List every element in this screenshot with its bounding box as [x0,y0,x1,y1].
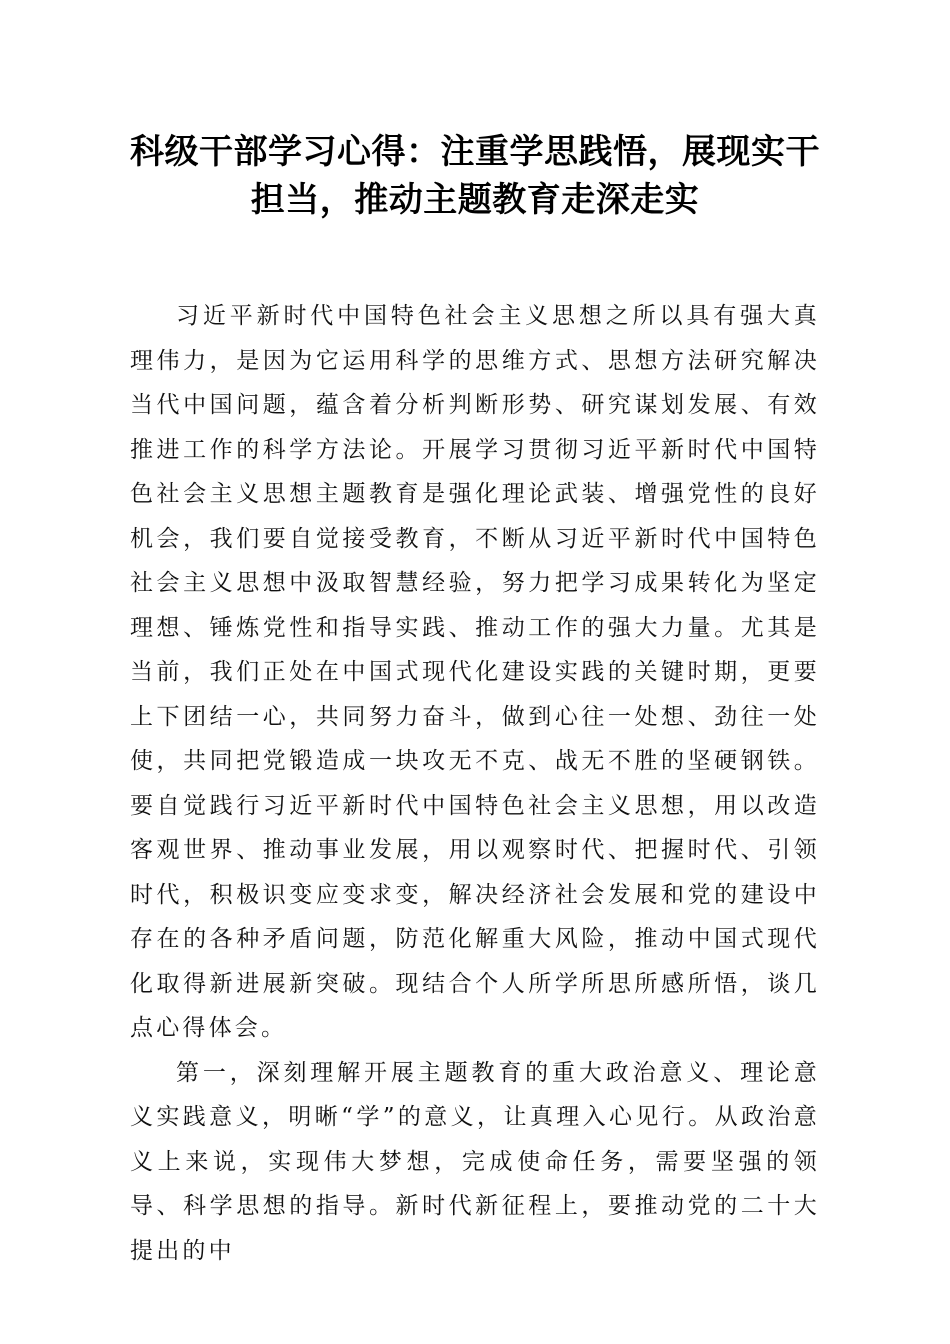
paragraph-intro: 习近平新时代中国特色社会主义思想之所以具有强大真理伟力，是因为它运用科学的思维方式、思想方法研究解决当代中国问题，蕴含着分析判断形势、研究谋划发展、有效推进工作的科学方法论。开展学习贯彻习近平新时代中国特色社会主义思想主题教育是强化理论武装、增强党性的良好机会，我们要自觉接受教育，不断从习近平新时代中国特色社会主义思想中汲取智慧经验，努力把学习成果转化为坚定理想、锤炼党性和指导实践、推动工作的强大力量。尤其是当前，我们正处在中国式现代化建设实践的关键时期，更要上下团结一心，共同努力奋斗，做到心往一处想、劲往一处使，共同把党锻造成一块攻无不克、战无不胜的坚硬钢铁。要自觉践行习近平新时代中国特色社会主义思想，用以改造客观世界、推动事业发展，用以观察时代、把握时代、引领时代，积极识变应变求变，解决经济社会发展和党的建设中存在的各种矛盾问题，防范化解重大风险，推动中国式现代化取得新进展新突破。现结合个人所学所思所感所悟，谈几点心得体会。 [130,303,820,1041]
title-line-2: 担当，推动主题教育走深走实 [250,180,700,220]
document-title [118,128,832,224]
title-line-1: 科级干部学习心得：注重学思践悟，展现实干 [130,132,820,172]
document-body [130,294,820,1273]
paragraph-first-point: 第一，深刻理解开展主题教育的重大政治意义、理论意义实践意义，明晰“学”的意义，让真理入心见行。从政治意义上来说，实现伟大梦想，完成使命任务，需要坚强的领导、科学思想的指导。新时代新征程上，要推动党的二十大提出的中 [130,1059,820,1264]
